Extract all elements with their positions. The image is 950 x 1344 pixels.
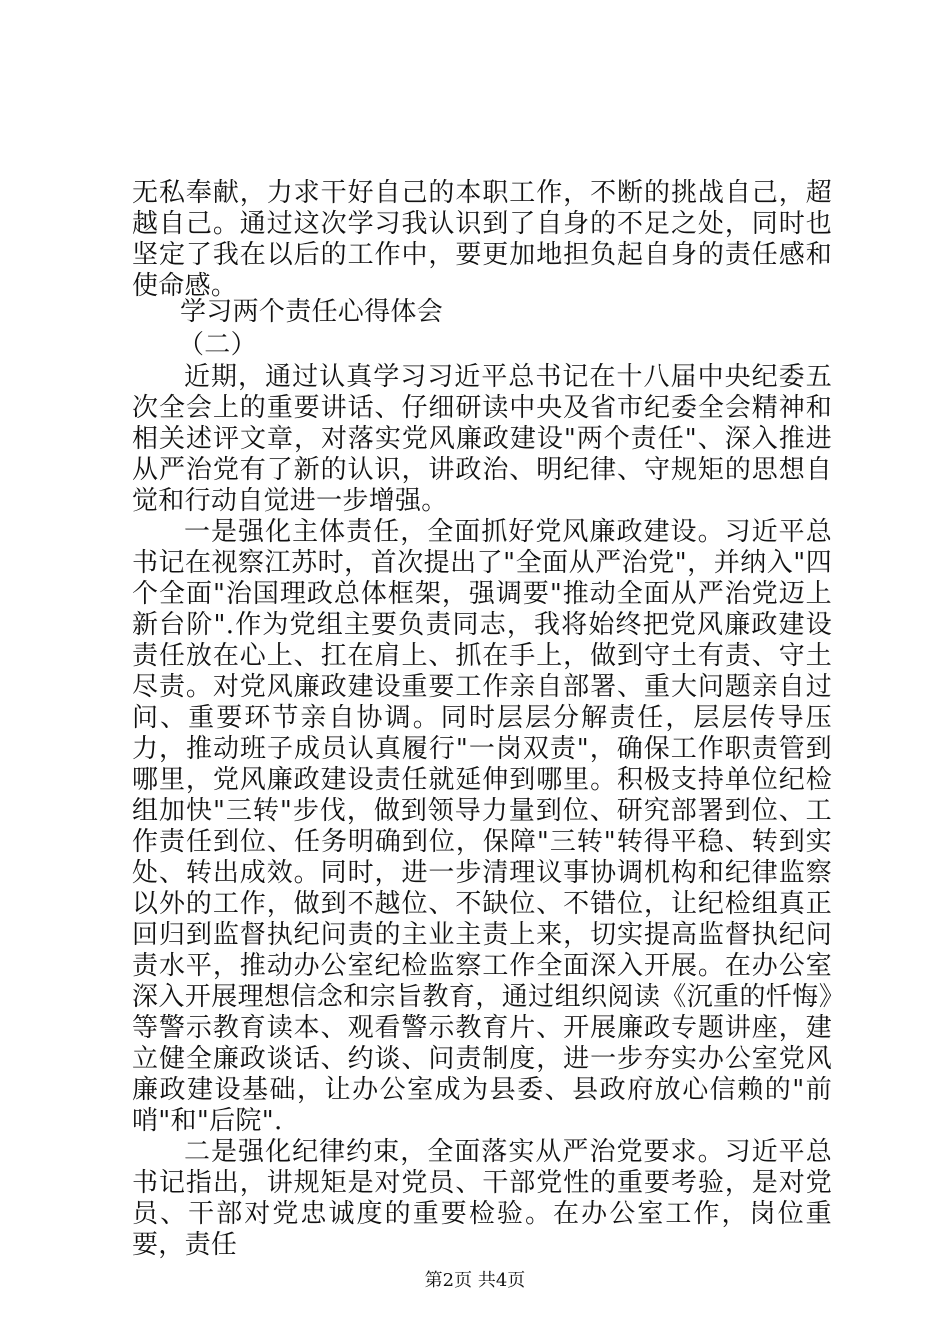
article-subtitle-block: [132, 330, 832, 361]
body-paragraph-first-point: 一是强化主体责任，全面抓好党风廉政建设。习近平总书记在视察江苏时，首次提出了"全面从严治党"，并纳入"四个全面"治国理政总体框架，强调要"推动全面从严治党迈上新台阶".作为党组主要负责同志，我将始终把党风廉政建设责任放在心上、扛在肩上、抓在手上，做到守土有责、守土尽责。对党风廉政建设重要工作亲自部署、重大问题亲自过问、重要环节亲自协调。同时层层分解责任，层层传导压力，推动班子成员认真履行"一岗双责"，确保工作职责管到哪里，党风廉政建设责任就延伸到哪里。积极支持单位纪检组加快"三转"步伐，做到领导力量到位、研究部署到位、工作责任到位、任务明确到位，保障"三转"转得平稳、转到实处、转出成效。同时，进一步清理议事协调机构和纪律监察以外的工作，做到不越位、不缺位、不错位，让纪检组真正回归到监督执纪问责的主业主责上来，切实提高监督执纪问责水平，推动办公室纪检监察工作全面深入开展。在办公室深入开展理想信念和宗旨教育，通过组织阅读《沉重的忏悔》等警示教育读本、观看警示教育片、开展廉政专题讲座，建立健全廉政谈话、约谈、问责制度，进一步夯实办公室党风廉政建设基础，让办公室成为县委、县政府放心信赖的"前哨"和"后院".: [132, 517, 832, 1136]
article-title-block: [132, 297, 832, 328]
continuation-text: 无私奉献，力求干好自己的本职工作，不断的挑战自己，超越自己。通过这次学习我认识到了自身的不足之处，同时也坚定了我在以后的工作中，要更加地担负起自身的责任感和使命感。: [132, 178, 832, 301]
article-body: [132, 362, 832, 1261]
page-number-label: 第2页 共4页: [424, 1270, 526, 1291]
article-subtitle: （二）: [178, 330, 257, 360]
page-footer: [0, 1270, 950, 1292]
body-paragraph-second-point: 二是强化纪律约束，全面落实从严治党要求。习近平总书记指出，讲规矩是对党员、干部党性的重要考验，是对党员、干部对党忠诚度的重要检验。在办公室工作，岗位重要，责任: [132, 1137, 832, 1260]
body-paragraph-intro: 近期，通过认真学习习近平总书记在十八届中央纪委五次全会上的重要讲话、仔细研读中央及省市纪委全会精神和相关述评文章，对落实党风廉政建设"两个责任"、深入推进从严治党有了新的认识，讲政治、明纪律、守规矩的思想自觉和行动自觉进一步增强。: [132, 362, 832, 516]
continuation-paragraph: [132, 178, 832, 302]
article-title: 学习两个责任心得体会: [180, 297, 444, 327]
